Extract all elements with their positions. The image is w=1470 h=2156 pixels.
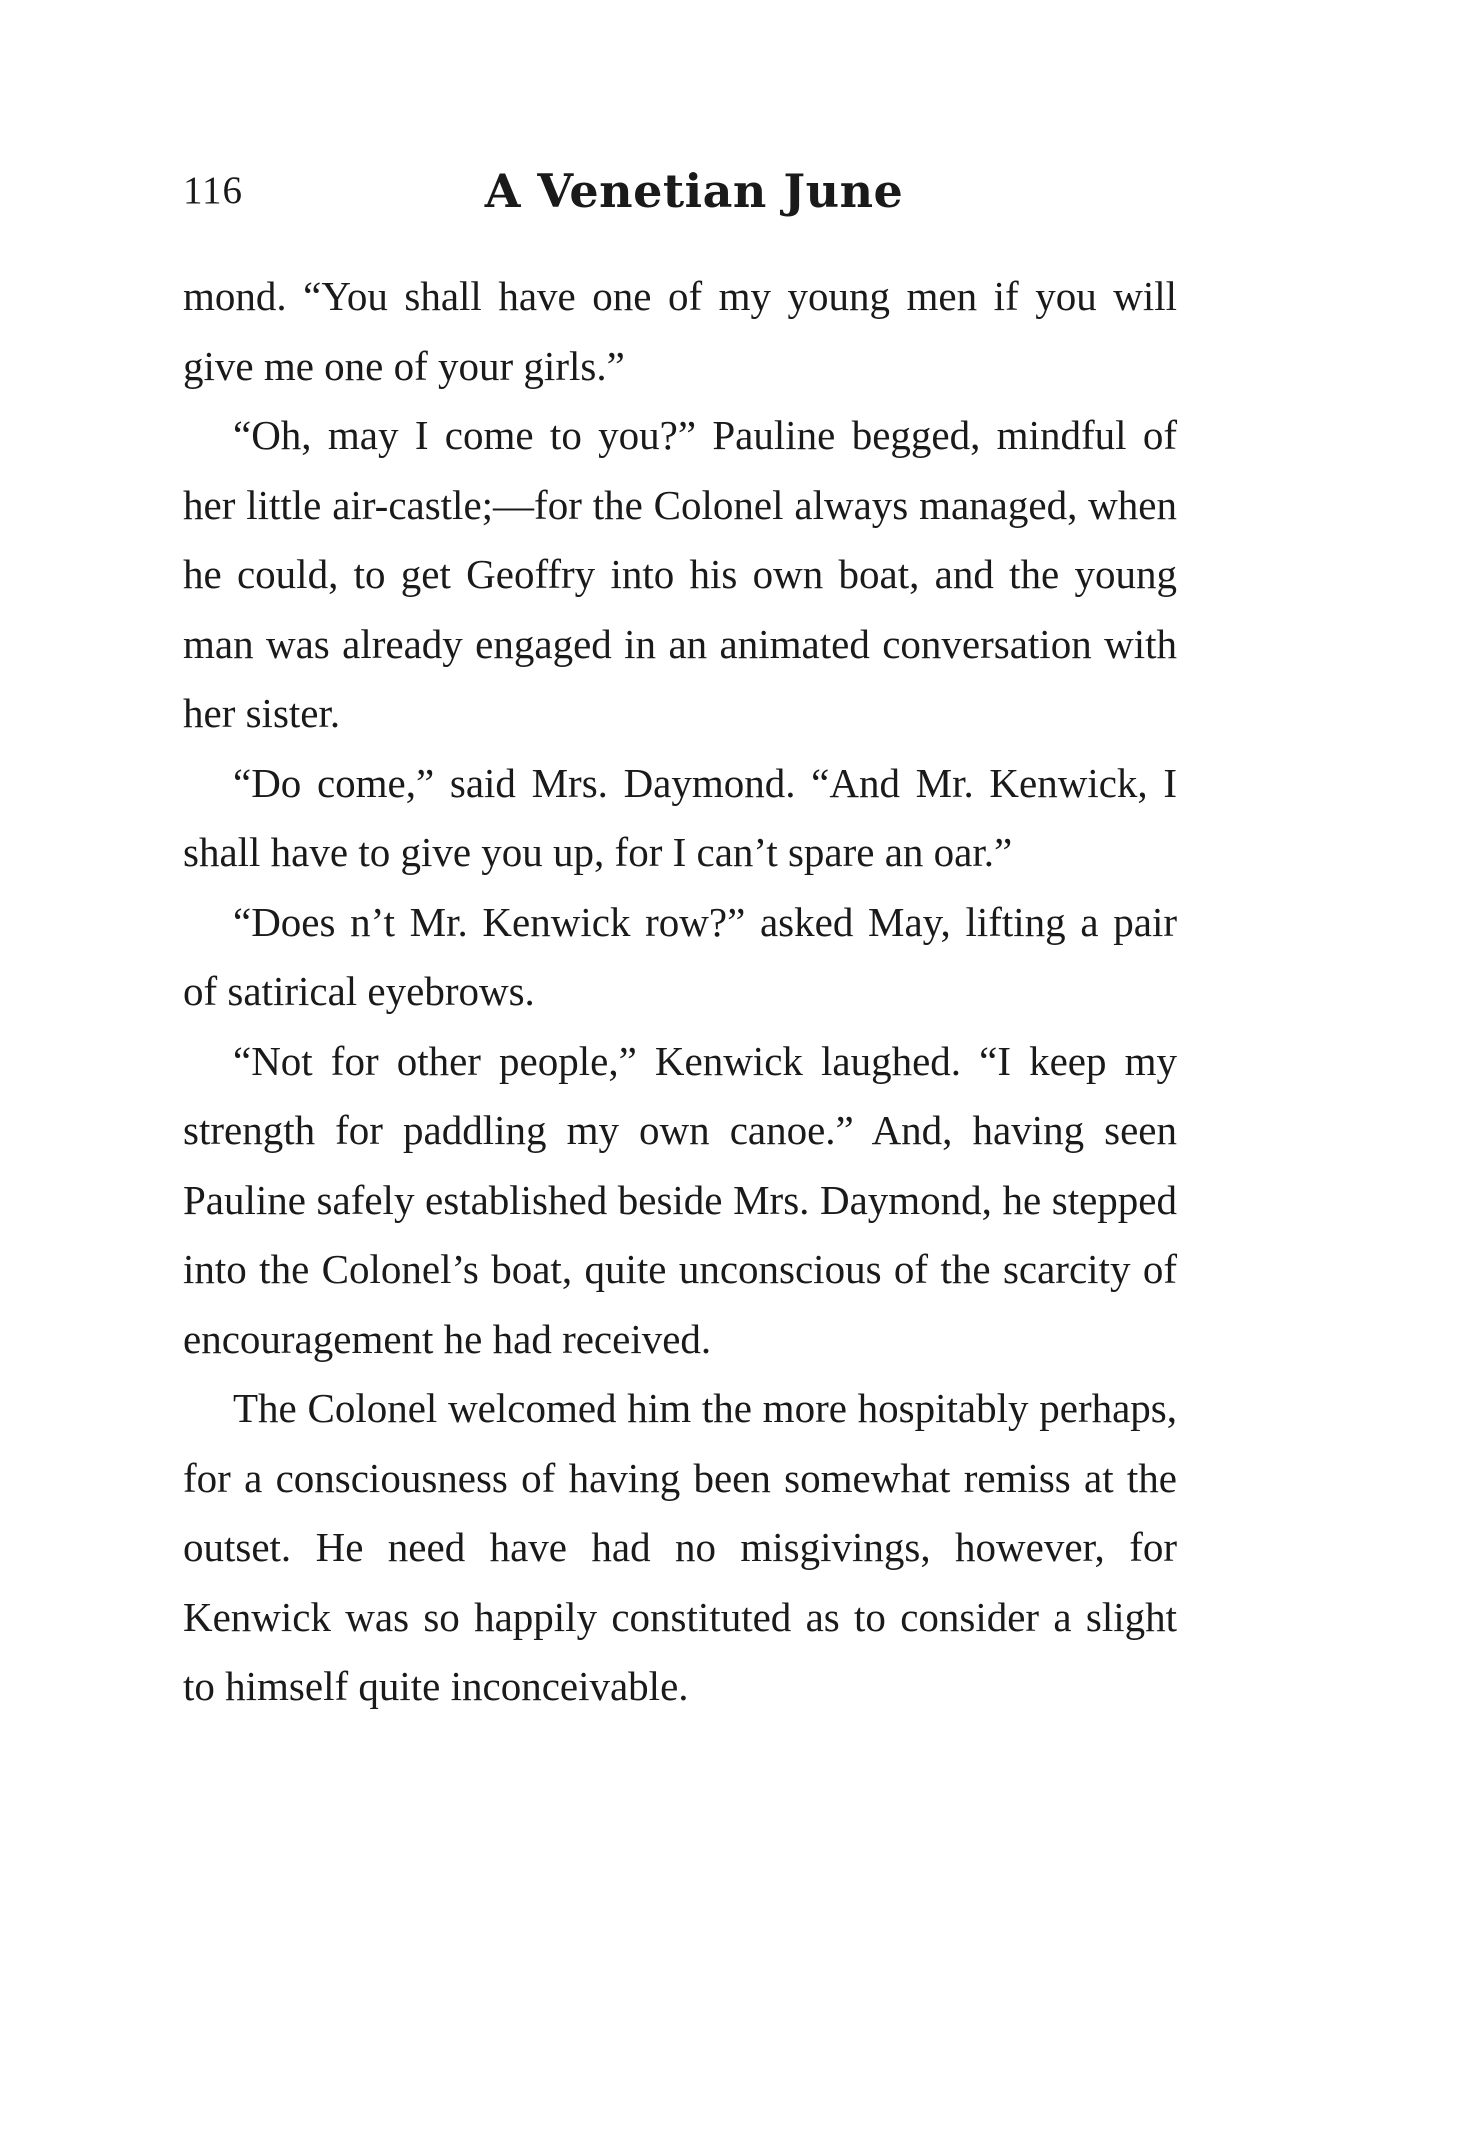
- paragraph: “Does n’t Mr. Kenwick row?” asked May, lifting a pair of satirical eyebrows.: [183, 898, 1177, 1014]
- paragraph: The Colonel welcomed him the more hospitably perhaps, for a consciousness of having been somewhat remiss at the outset. He need have had no misgivings, however, for Kenwick was so happily constituted as to consider a slight to himself quite inconceivable.: [183, 1385, 1177, 1709]
- paragraph: “Do come,” said Mrs. Daymond. “And Mr. Kenwick, I shall have to give you up, for I can’t spare an oar.”: [183, 759, 1177, 875]
- body-text: [183, 262, 1177, 1722]
- running-title: A Venetian June: [484, 164, 904, 218]
- page-header: [183, 164, 1175, 228]
- paragraph: “Oh, may I come to you?” Pauline begged, mindful of her little air-castle;—for the Colonel always managed, when he could, to get Geoffry into his own boat, and the young man was already engaged in an animated conversation with her sister.: [183, 412, 1177, 736]
- paragraph: “Not for other people,” Kenwick laughed. “I keep my strength for paddling my own canoe.” And, having seen Pauline safely established beside Mrs. Daymond, he stepped into the Colonel’s boat, quite unconscious of the scarcity of encouragement he had received.: [183, 1037, 1177, 1362]
- paragraph-continued: mond. “You shall have one of my young men if you will give me one of your girls.”: [183, 273, 1177, 389]
- page-number: 116: [183, 169, 244, 212]
